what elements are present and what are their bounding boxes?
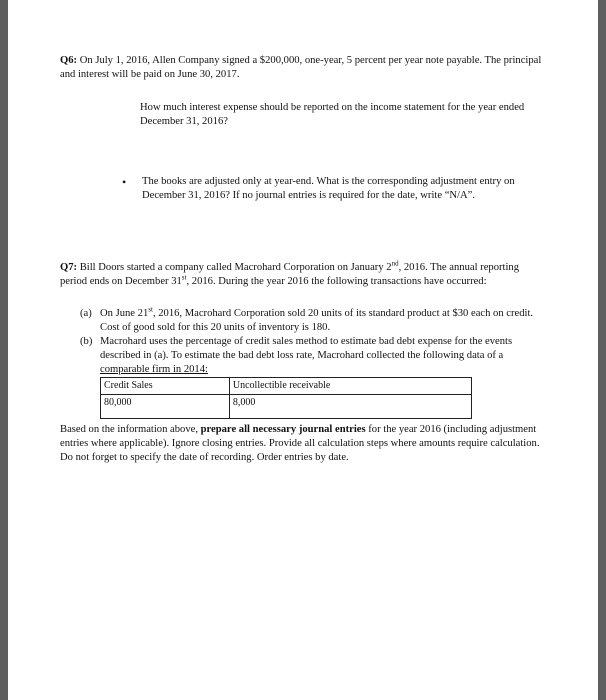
instructions-part-2: for the year 2016 (including adjustment entries where applicable). Ignore closing entries. Provide all calculation steps where amounts require calculation. Do not forget to specify the date of recording. Order entries by date. [60, 424, 540, 463]
q7-label: Q7: [60, 262, 78, 273]
q7-intro-part-b: , 2016. The annual reporting period ends on December 31 [60, 262, 520, 287]
q7-item-b [80, 335, 545, 363]
q6-bullet-text: The books are adjusted only at year-end. What is the corresponding adjustment entry on December 31, 2016? If no journal entries is required for the date, write “N/A”. [142, 176, 515, 201]
item-a-part-1: On June 21 [100, 308, 149, 319]
q7-sup-b: st [181, 273, 187, 282]
q6-bullet [122, 175, 545, 203]
q7-sup-a: nd [391, 259, 399, 268]
q7-instructions [60, 423, 545, 465]
q7-items [80, 307, 545, 377]
item-a-label: (a) [80, 308, 92, 319]
bullet-icon: • [122, 175, 127, 189]
cell-credit-sales: 80,000 [101, 395, 230, 419]
q7-intro-part-c: , 2016. During the year 2016 the following transactions have occurred: [186, 276, 487, 287]
q7-intro [60, 261, 545, 289]
item-a-text [100, 307, 540, 335]
item-b-label: (b) [80, 336, 93, 347]
item-a-part-2: , 2016, Macrohard Corporation sold 20 units of its standard product at $30 each on credit. Cost of good sold for this 20 units of inventory is 180. [100, 308, 534, 333]
q6-question: How much interest expense should be reported on the income statement for the year ended December 31, 2016? [140, 102, 525, 127]
q7-intro-part-a: Bill Doors started a company called Macrohard Corporation on January 2 [77, 262, 392, 273]
item-b-text: Macrohard uses the percentage of credit sales method to estimate bad debt expense for the events described in (a). To estimate the bad debt loss rate, Macrohard collected the following data of a [100, 336, 513, 361]
item-a-sup: st [148, 305, 153, 314]
instructions-bold: prepare all necessary journal entries [200, 424, 366, 435]
q6-statement [60, 54, 545, 82]
header-credit-sales: Credit Sales [101, 378, 230, 395]
q6-label: Q6: [60, 55, 78, 66]
q6-text: On July 1, 2016, Allen Company signed a $200,000, one-year, 5 percent per year note payable. The principal and interest will be paid on June 30, 2017. [60, 55, 542, 80]
table-header-row [101, 378, 472, 395]
comparable-firm-title: comparable firm in 2014: [100, 364, 208, 375]
cell-uncollectible: 8,000 [229, 395, 471, 419]
document-page [8, 0, 598, 700]
table-row [101, 395, 472, 419]
header-uncollectible: Uncollectible receivable [229, 378, 471, 395]
instructions-part-1: Based on the information above, [60, 424, 201, 435]
q7-item-a [80, 307, 545, 335]
comparable-firm-table [100, 377, 472, 419]
document-content [60, 54, 545, 465]
